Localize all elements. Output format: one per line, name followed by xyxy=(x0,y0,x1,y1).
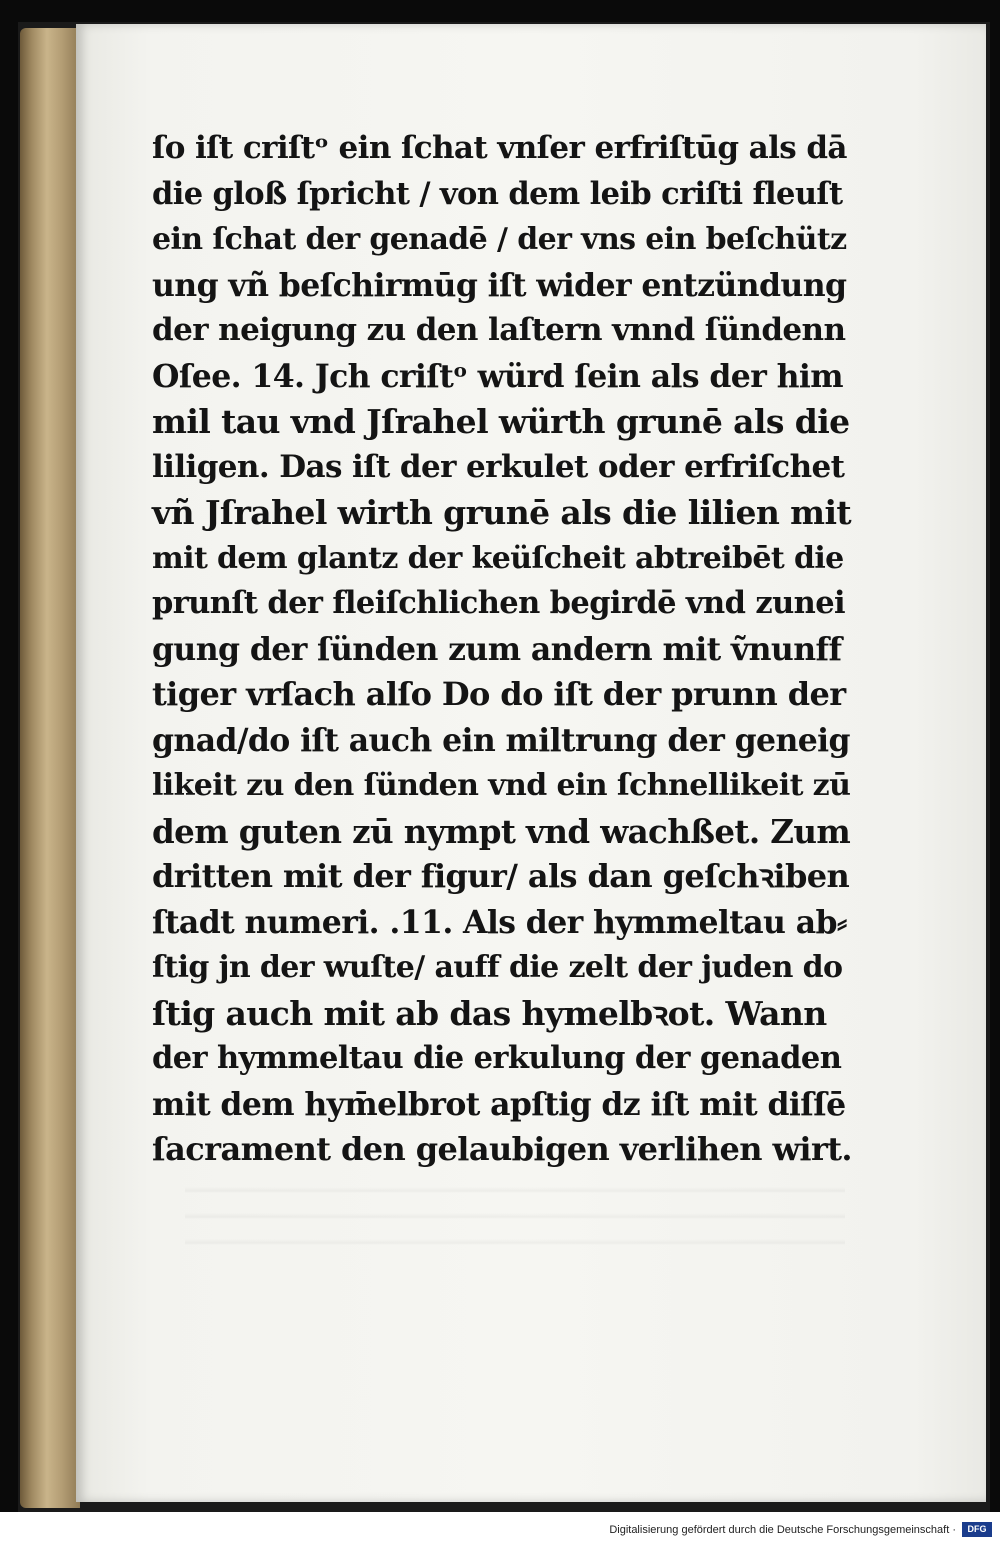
text-line: liligen. Das iſt der erkulet oder erfriſchet xyxy=(152,448,845,485)
dfg-logo-icon: DFG xyxy=(962,1522,992,1537)
text-line: gnad/do iſt auch ein miltrung der geneig xyxy=(152,721,850,759)
show-through-bleed xyxy=(185,1185,845,1265)
text-line: ſtig auch mit ab das hymelbꝛot. Wann xyxy=(152,993,827,1033)
text-line: likeit zu den ſünden vnd ein ſchnellikeit zū xyxy=(152,768,851,803)
text-line: der neigung zu den laſtern vnnd ſündenn xyxy=(152,312,846,348)
text-line: prunſt der fleiſchlichen begirdē vnd zunei xyxy=(152,585,846,621)
text-line: ſo iſt criſtᵒ ein ſchat vnſer erfriſtūg als dā xyxy=(152,130,847,166)
text-line: dem guten zū nympt vnd wachßet. Zum xyxy=(152,811,851,851)
text-line: dritten mit der figur/ als dan geſchꝛiben xyxy=(152,857,850,895)
text-line: ſtig jn der wuſte/ auff die zelt der juden do xyxy=(152,950,843,985)
credit-footer xyxy=(0,1512,1000,1545)
text-line: ein ſchat der genadē / der vns ein beſchütz xyxy=(152,222,847,257)
book-page-edges xyxy=(20,28,80,1508)
text-line: ung vñ beſchirmūg iſt wider entzündung xyxy=(152,266,847,304)
text-line: die gloß ſpricht / von dem leib criſti fleuſt xyxy=(152,175,843,212)
text-line: mil tau vnd Jſrahel würth grunē als die xyxy=(152,402,850,441)
text-line: mit dem glantz der keüſcheit abtreibēt die xyxy=(152,540,844,576)
text-line: Oſee. 14. Jch criſtᵒ würd ſein als der him xyxy=(152,357,843,395)
text-line: ſacrament den gelaubigen verlihen wirt. xyxy=(152,1130,852,1168)
text-line: tiger vrſach alſo Do do iſt der prunn der xyxy=(152,675,846,713)
text-line: ſtadt numeri. .11. Als der hymmeltau ab⸗ xyxy=(152,903,847,941)
text-line: mit dem hym̄elbrot apſtig dz iſt mit diſſē xyxy=(152,1085,846,1123)
text-line: vñ Jſrahel wirth grunē als die lilien mit xyxy=(152,493,852,532)
page-text-block xyxy=(152,126,852,1173)
text-line: gung der ſünden zum andern mit ṽnunff xyxy=(152,630,842,668)
text-line: der hymmeltau die erkulung der genaden xyxy=(152,1040,842,1076)
funding-credit: Digitalisierung gefördert durch die Deutsche Forschungsgemeinschaft · xyxy=(609,1524,956,1536)
